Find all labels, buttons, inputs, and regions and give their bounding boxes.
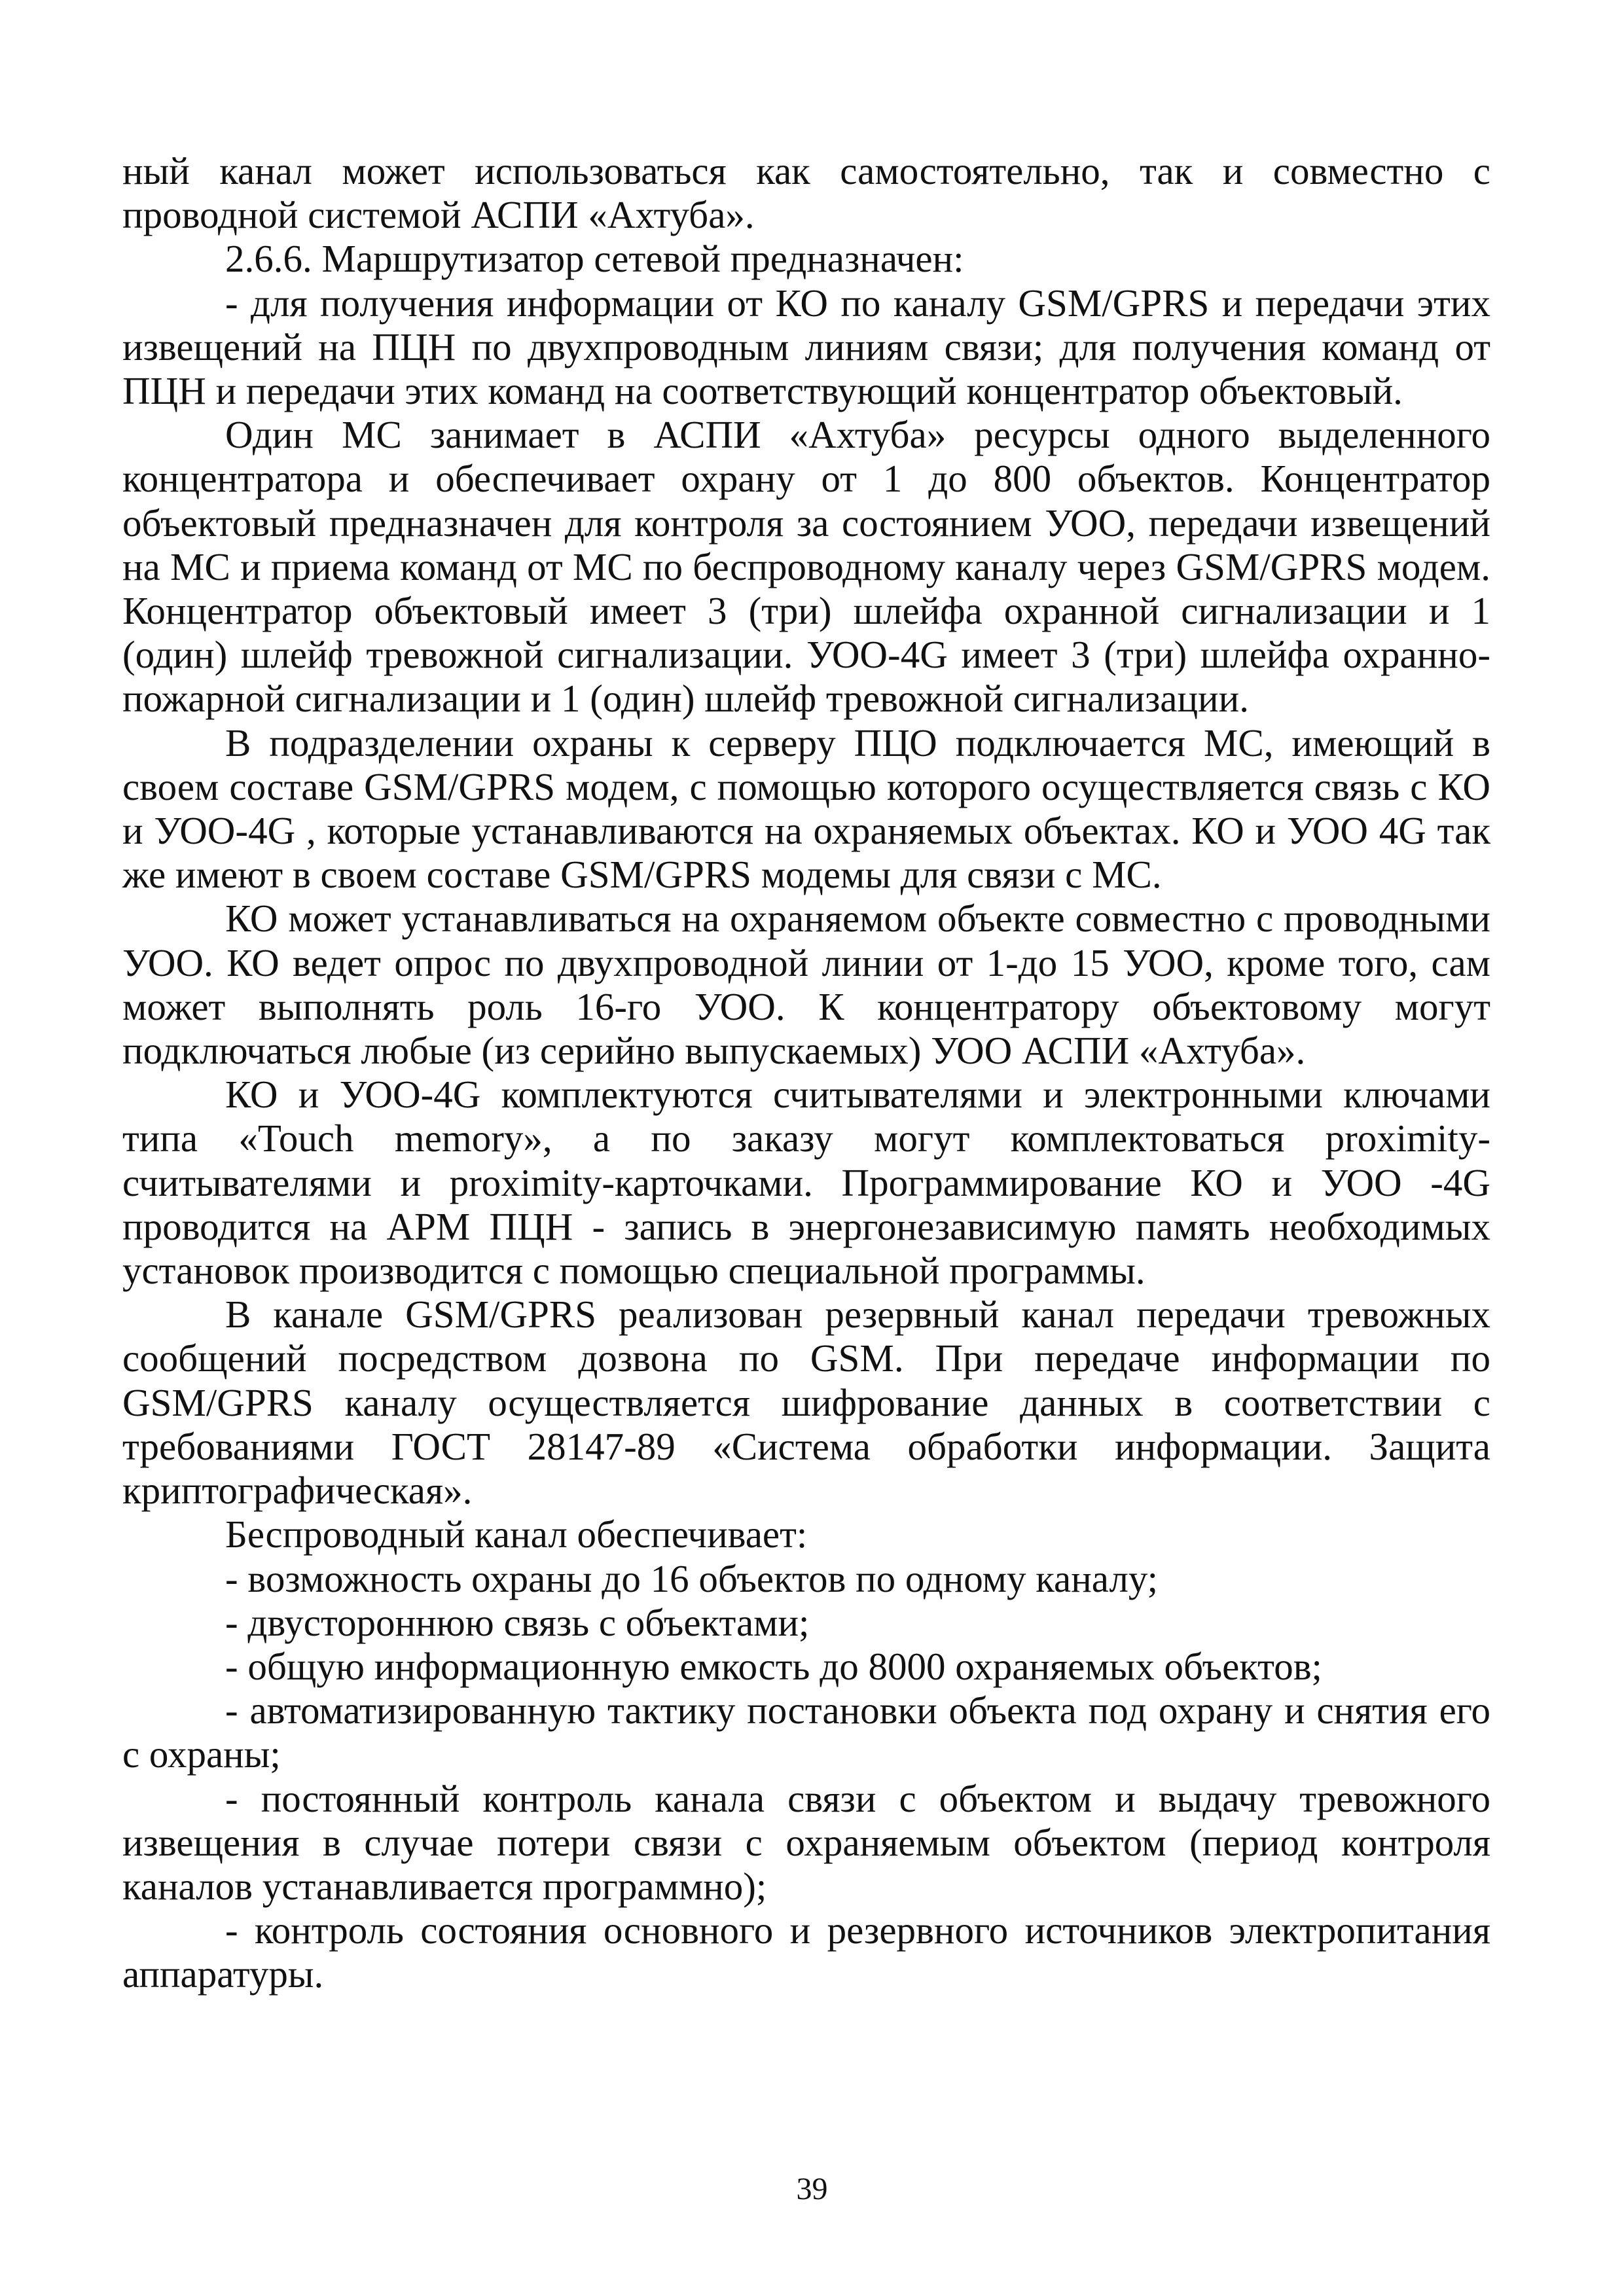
paragraph-ms-resources: Один МС занимает в АСПИ «Ахтуба» ресурсы одного выделенного концентратора и обеспечивает охрану от 1 до 800 объектов. Концентратор объектовый предназначен для контроля за состоянием УОО, передачи извещений на МС и приема команд от МС по беспроводному каналу через GSM/GPRS модем. Концентратор объектовый имеет 3 (три) шлейфа охранной сигнализации и 1 (один) шлейф тревожной сигнализации. УОО-4G имеет 3 (три) шлейфа охранно-пожарной сигнализации и 1 (один) шлейф тревожной сигнализации. (122, 413, 1490, 721)
list-item: - общую информационную емкость до 8000 охраняемых объектов; (225, 1644, 1322, 1688)
body-text (122, 149, 1490, 1997)
list-item: - двустороннюю связь с объектами; (225, 1600, 810, 1644)
list-item: - контроль состояния основного и резервного источников электропитания аппаратуры. (122, 1909, 1490, 1996)
paragraph-router-purpose: - для получения информации от КО по каналу GSM/GPRS и передачи этих извещений на ПЦН по двухпроводным линиям связи; для получения команд от ПЦН и передачи этих команд на соответствующий концентратор объектовый. (122, 281, 1490, 413)
paragraph-security-subdivision: В подразделении охраны к серверу ПЦО подключается МС, имеющий в своем составе GSM/GPRS модем, с помощью которого осуществляется связь с КО и УОО-4G , которые устанавливаются на охраняемых объектах. КО и УОО 4G так же имеют в своем составе GSM/GPRS модемы для связи с МС. (122, 721, 1490, 897)
paragraph-section-heading: 2.6.6. Маршрутизатор сетевой предназначен: (225, 237, 964, 281)
paragraph-ko-installation: КО может устанавливаться на охраняемом объекте совместно с проводными УОО. КО ведет опрос по двухпроводной линии от 1-до 15 УОО, кроме того, сам может выполнять роль 16-го УОО. К концентратору объектовому могут подключаться любые (из серийно выпускаемых) УОО АСПИ «Ахтуба». (122, 897, 1490, 1073)
paragraph-backup-channel: В канале GSM/GPRS реализован резервный канал передачи тревожных сообщений посредством дозвона по GSM. При передаче информации по GSM/GPRS каналу осуществляется шифрование данных в соответствии с требованиями ГОСТ 28147-89 «Система обработки информации. Защита криптографическая». (122, 1293, 1490, 1513)
paragraph-readers-programming: КО и УОО-4G комплектуются считывателями и электронными ключами типа «Touch memory», а по заказу могут комплектоваться proximity-считывателями и proximity-карточками. Программирование КО и УОО -4G проводится на АРМ ПЦН - запись в энергонезависимую память необходимых установок производится с помощью специальной программы. (122, 1073, 1490, 1293)
list-item: - возможность охраны до 16 объектов по одному каналу; (225, 1556, 1159, 1600)
page-number: 39 (796, 2172, 828, 2206)
paragraph-wireless-provides: Беспроводный канал обеспечивает: (225, 1513, 808, 1556)
list-item: - автоматизированную тактику постановки объекта под охрану и снятия его с охраны; (122, 1689, 1490, 1776)
paragraph-continuation: ный канал может использоваться как самостоятельно, так и совместно с проводной системой АСПИ «Ахтуба». (122, 149, 1490, 237)
list-item: - постоянный контроль канала связи с объектом и выдачу тревожного извещения в случае потери связи с охраняемым объектом (период контроля каналов устанавливается программно); (122, 1776, 1490, 1908)
